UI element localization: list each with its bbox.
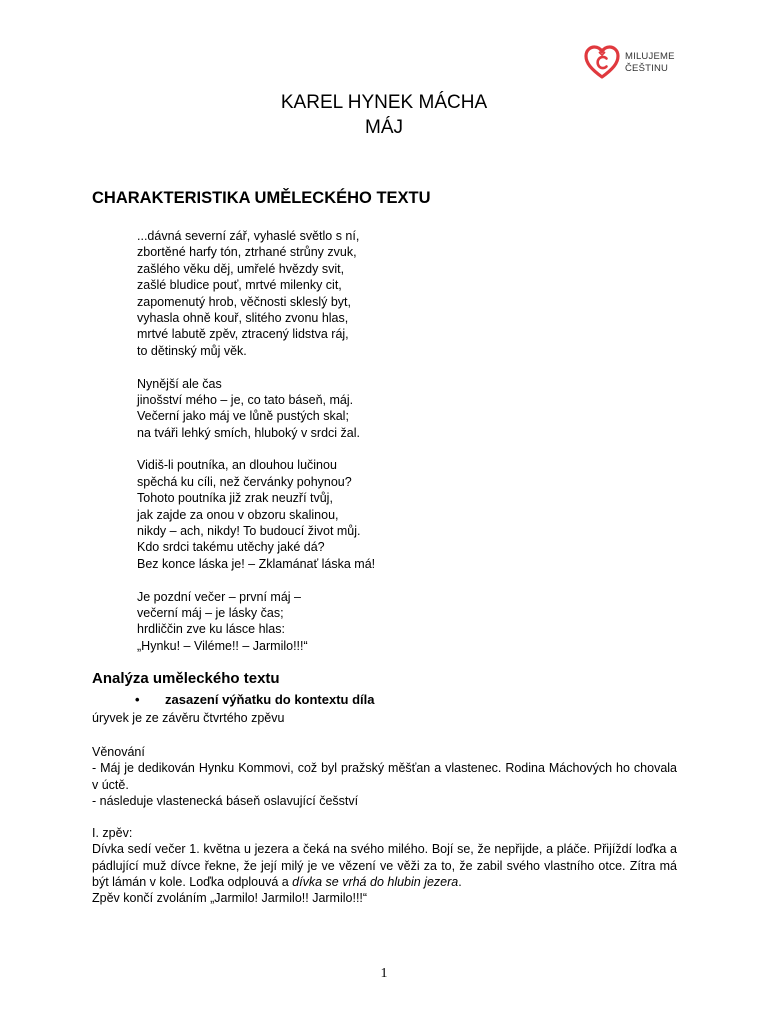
poem-line: hrdliččin zve ku lásce hlas: <box>137 622 285 637</box>
bullet-text: zasazení výňatku do kontextu díla <box>165 692 375 707</box>
page-number: 1 <box>380 966 388 981</box>
logo-line-1: MILUJEME <box>625 51 675 62</box>
stanza-gap <box>137 441 375 457</box>
poem-line: večerní máj – je lásky čas; <box>137 605 284 620</box>
poem-line: to dětinský můj věk. <box>137 343 247 358</box>
poem-line: vyhasla ohně kouř, slitého zvonu hlas, <box>137 310 349 325</box>
stanza-gap <box>137 572 375 588</box>
poem-line: „Hynku! – Viléme!! – Jarmilo!!!“ <box>137 638 308 653</box>
poem-line: jinošství mého – je, co tato báseň, máj. <box>137 392 354 407</box>
poem-line: zašlé bludice pouť, mrtvé milenky cit, <box>137 278 342 293</box>
venovani-label: Věnování <box>92 745 145 759</box>
context-text: úryvek je ze závěru čtvrtého zpěvu <box>92 711 285 725</box>
logo <box>583 44 703 80</box>
poem-line: zbortěné harfy tón, ztrhané strůny zvuk, <box>137 245 357 260</box>
poem-line: spěchá ku cíli, než červánky pohynou? <box>137 474 352 489</box>
poem-line: zapomenutý hrob, věčnosti skleslý byt, <box>137 294 351 309</box>
poem-line: Kdo srdci takému utěchy jaké dá? <box>137 540 325 555</box>
section-heading: CHARAKTERISTIKA UMĚLECKÉHO TEXTU <box>92 189 431 207</box>
poem-line: Vidiš-li poutníka, an dlouhou lučinou <box>137 458 337 473</box>
analysis-heading: Analýza uměleckého textu <box>92 670 280 687</box>
poem-excerpt <box>137 228 375 654</box>
poem-line: ...dávná severní zář, vyhaslé světlo s ní, <box>137 229 360 243</box>
zpev-paragraph <box>92 841 677 891</box>
logo-wordmark <box>625 51 675 75</box>
stanza-gap <box>137 359 375 375</box>
venovani-paragraph-1: - Máj je dedikován Hynku Kommovi, což byl pražský měšťan a vlastenec. Rodina Máchových ho chovala v úctě. <box>92 761 677 792</box>
author-title: KAREL HYNEK MÁCHA <box>280 92 488 113</box>
zpev-text: Dívka sedí večer 1. května u jezera a čeká na svého milého. Bojí se, že nepřijde, a pláče. Přijíždí loďka a pádlující muž dívce řekne, že její milý je ve vězení ve věži za to, že zabil svého vlastního otce. Zítra má být lámán v kole. Loďka odplouvá a <box>92 842 677 889</box>
venovani-paragraph-2: - následuje vlastenecká báseň oslavující češství <box>92 794 359 808</box>
work-title: MÁJ <box>365 117 403 138</box>
logo-line-2: ČEŠTINU <box>625 63 669 74</box>
poem-line: Bez konce láska je! – Zklamánať láska má! <box>137 556 376 571</box>
zpev-label: I. zpěv: <box>92 826 133 840</box>
poem-line: jak zajde za onou v obzoru skalinou, <box>137 507 339 522</box>
bullet-icon: • <box>135 692 140 707</box>
zpev-text-emphasis: dívka se vrhá do hlubin jezera <box>292 875 459 889</box>
heart-logo-icon <box>583 44 621 80</box>
zpev-ending: Zpěv končí zvoláním „Jarmilo! Jarmilo!! Jarmilo!!!“ <box>92 891 368 905</box>
poem-line: zašlého věku děj, umřelé hvězdy svit, <box>137 261 345 276</box>
poem-line: Večerní jako máj ve lůně pustých skal; <box>137 409 349 424</box>
poem-line: nikdy – ach, nikdy! To budoucí život můj. <box>137 524 361 539</box>
poem-line: mrtvé labutě zpěv, ztracený lidstva ráj, <box>137 327 349 342</box>
poem-line: Je pozdní večer – první máj – <box>137 589 301 604</box>
poem-line: Tohoto poutníka již zrak neuzří tvůj, <box>137 491 333 506</box>
poem-line: Nynější ale čas <box>137 376 222 391</box>
poem-line: na tváři lehký smích, hluboký v srdci žal. <box>137 425 360 440</box>
zpev-text-end: . <box>458 875 462 889</box>
document-title <box>0 90 768 140</box>
